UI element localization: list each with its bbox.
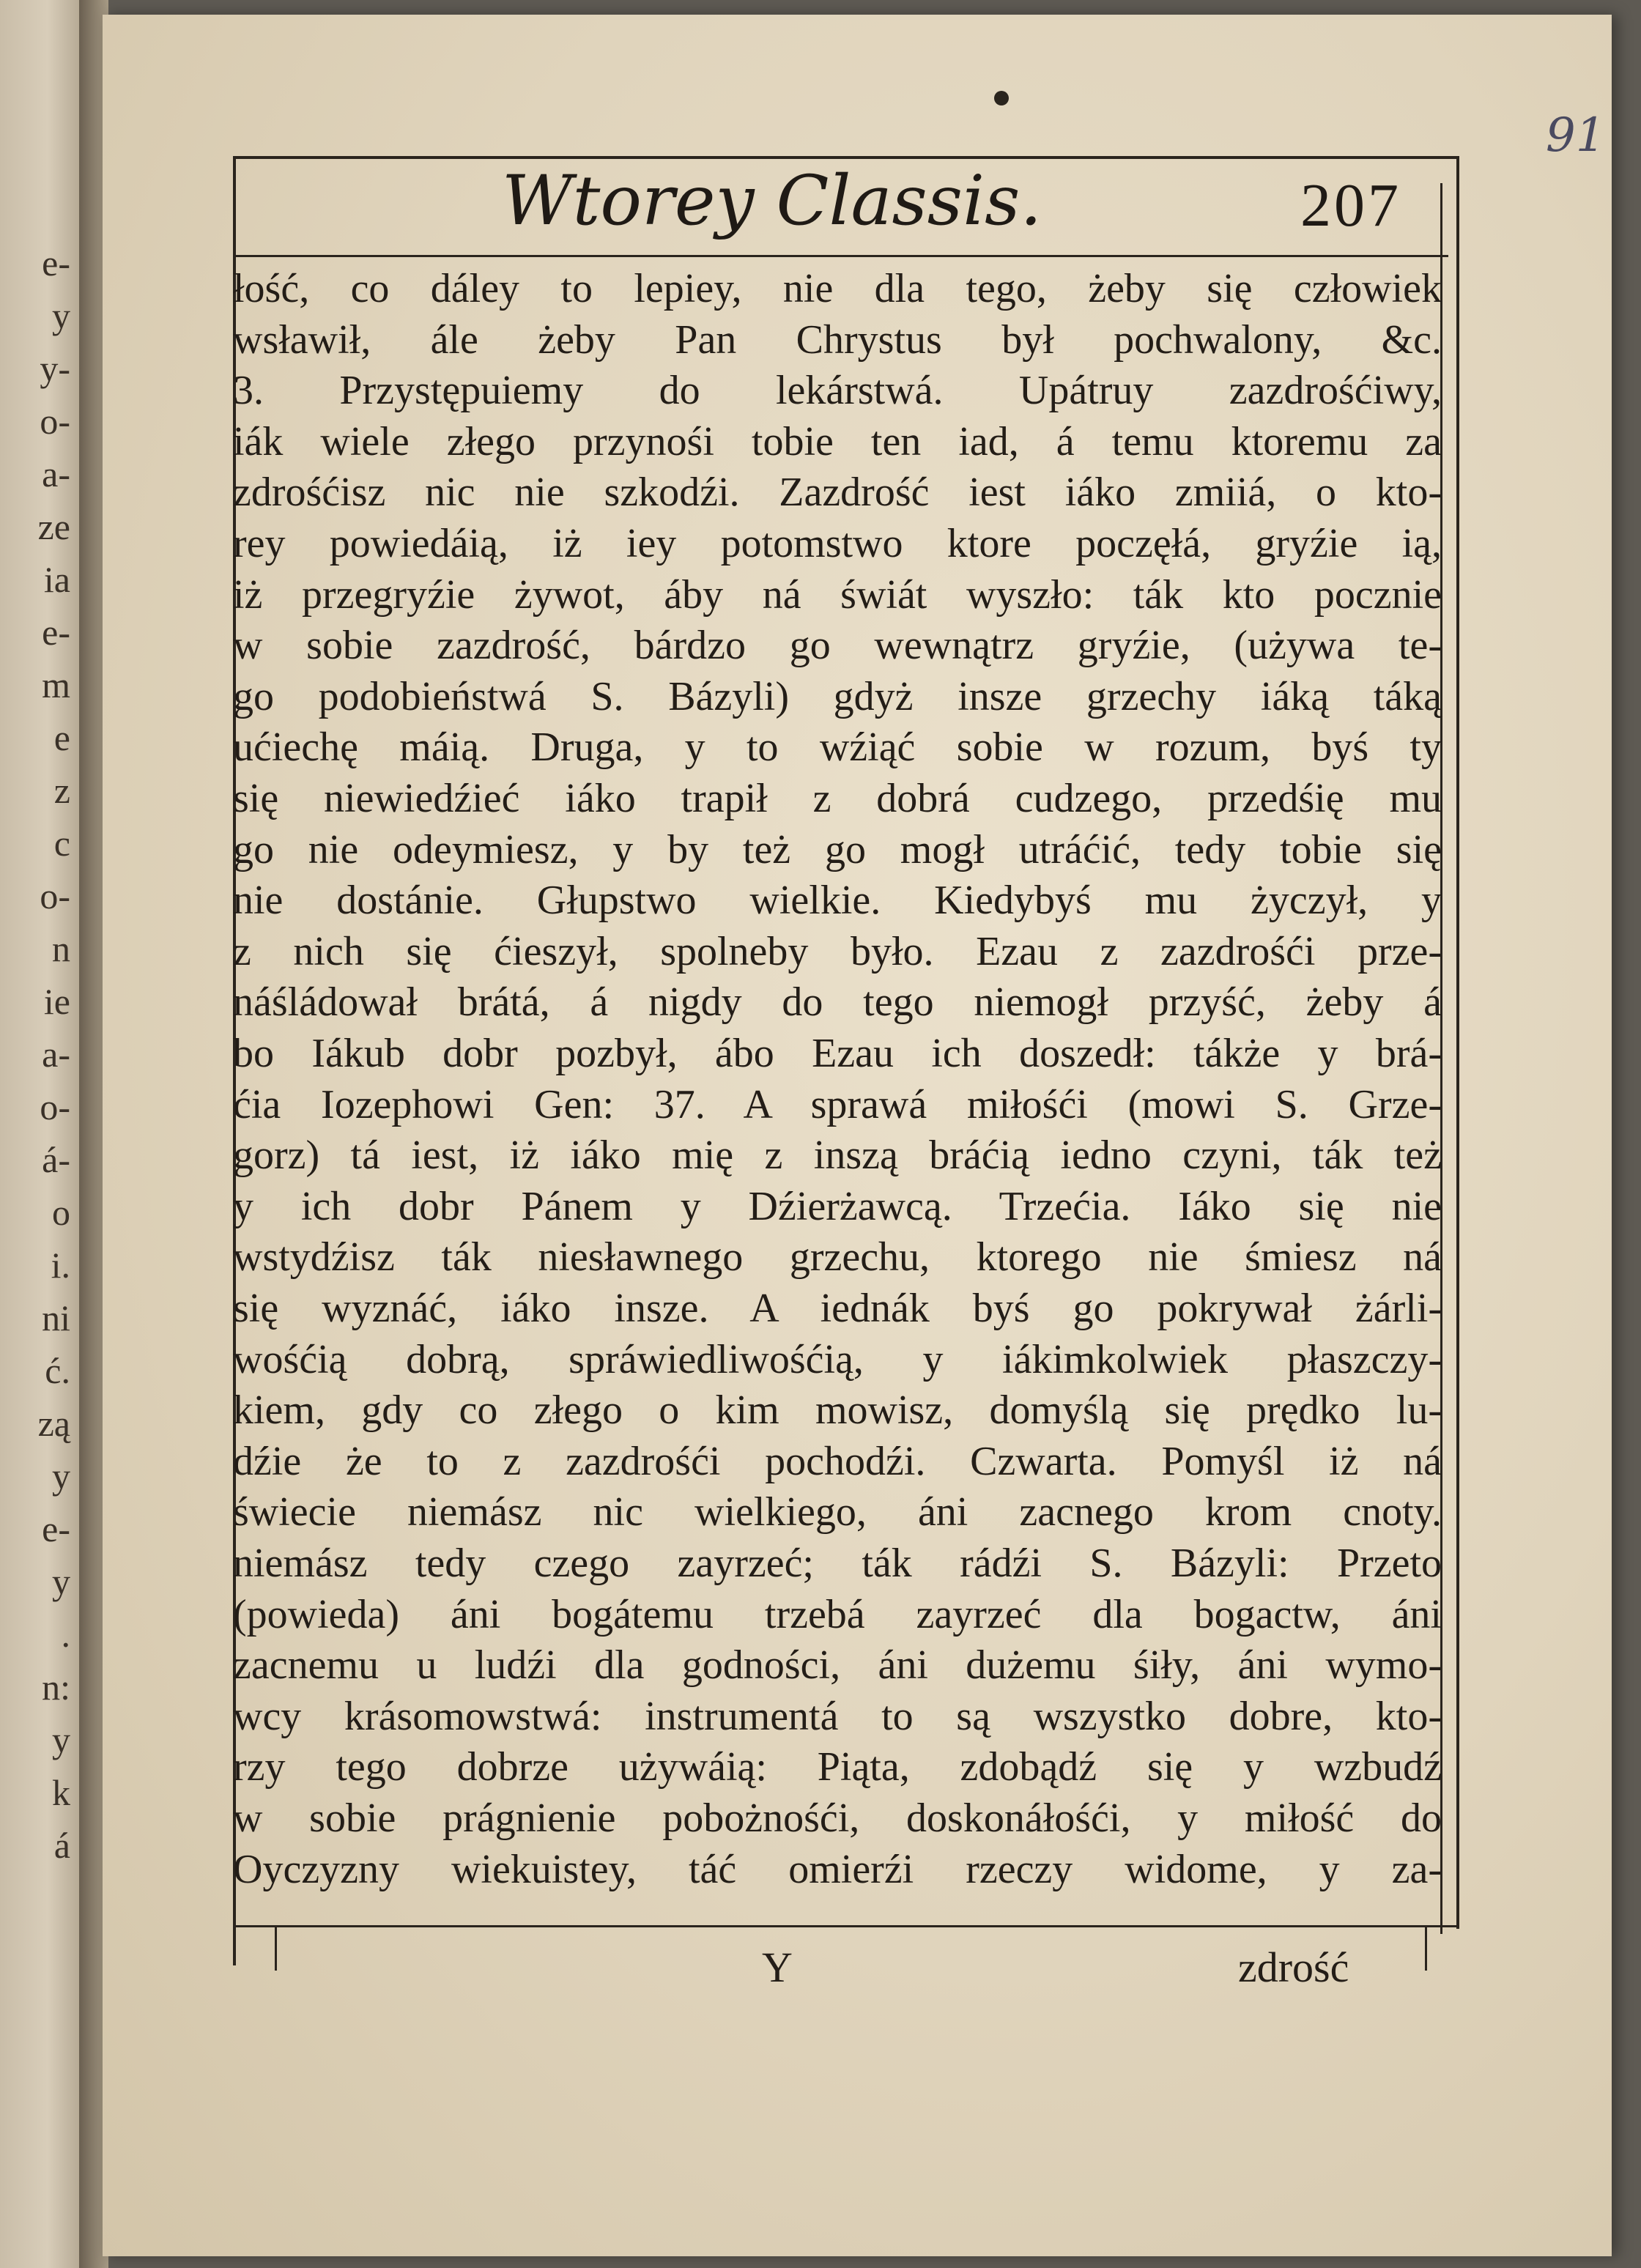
- text-line: z nich się ćieszył, spolneby było. Ezau z zazdrośći prze-: [233, 928, 1442, 974]
- text-line: gorz) tá iest, iż iáko mię z inszą bráćią iedno czyni, ták też: [233, 1133, 1442, 1179]
- text-line: rzy tego dobrze używáią: Piąta, zdobądź się y wzbudź: [233, 1744, 1442, 1790]
- frame-tick-left: [275, 1927, 277, 1971]
- facing-page-fragment: ze: [37, 506, 70, 547]
- text-line: niemász tedy czego zayrzeć; ták rádźi S. Bázyli: Przeto: [233, 1541, 1442, 1586]
- text-line: ućiechę máią. Druga, y to wźiąć sobie w rozum, byś ty: [233, 724, 1442, 771]
- facing-page-fragment: n: [52, 928, 70, 969]
- catchword: zdrość: [1238, 1943, 1349, 1991]
- facing-page-fragment: ie: [43, 981, 70, 1022]
- text-line: (powieda) áni bogátemu trzebá zayrzeć dla bogactw, áni: [233, 1591, 1442, 1637]
- facing-page-fragment: zą: [37, 1403, 70, 1444]
- text-line: w sobie prágnienie pobożnośći, doskonáłośći, y miłość do: [233, 1796, 1442, 1841]
- text-line: ćia Iozephowi Gen: 37. A sprawá miłośći (mowi S. Grze-: [233, 1081, 1442, 1127]
- text-line: 3. Przystępuiemy do lekárstwá. Upátruy zazdrośćiwy,: [233, 368, 1442, 414]
- facing-page-fragment: m: [42, 664, 70, 705]
- text-line: go podobieństwá S. Bázyli) gdyż insze grzechy iáką táką: [233, 673, 1442, 719]
- text-line: rey powiedáią, iż iey potomstwo ktore poczęłá, gryźie ią,: [233, 521, 1442, 566]
- facing-page-edge: [0, 0, 79, 2268]
- facing-page-fragment: o: [52, 1192, 70, 1233]
- facing-page-fragment: á-: [42, 1139, 70, 1180]
- frame-rule-right: [1456, 156, 1459, 1929]
- text-line: bo Iákub dobr pozbył, ábo Ezau ich doszedł: tákże y brá-: [233, 1031, 1442, 1076]
- facing-page-fragment: ia: [43, 559, 70, 600]
- text-line: nie dostánie. Głupstwo wielkie. Kiedybyś mu życzył, y: [233, 878, 1442, 924]
- frame-rule-bottom: [236, 1925, 1459, 1927]
- facing-page-fragment: a-: [42, 1034, 70, 1075]
- running-head-title: Wtorey Classis.: [502, 161, 1042, 241]
- text-line: zdrośćisz nic nie szkodźi. Zazdrość iest iáko zmiiá, o kto-: [233, 470, 1442, 516]
- page-number: 207: [1300, 171, 1401, 240]
- facing-page-fragment: e-: [42, 1508, 70, 1549]
- signature-mark: Y: [762, 1943, 793, 1991]
- facing-page-fragment: a-: [42, 453, 70, 494]
- facing-page-fragment: y: [52, 295, 70, 336]
- facing-page-fragment: .: [61, 1614, 70, 1655]
- text-line: zacnemu u ludźi dla godności, áni dużemu śiły, áni wymo-: [233, 1642, 1442, 1689]
- facing-page-fragment: e-: [42, 612, 70, 653]
- frame-tick-right: [1425, 1927, 1427, 1971]
- text-line: y ich dobr Pánem y Dźierżawcą. Trzećia. Iáko się nie: [233, 1183, 1442, 1229]
- text-line: go nie odeymiesz, y by też go mogł utráćić, tedy tobie się: [233, 826, 1442, 872]
- text-line: náśládował brátá, á nigdy do tego niemogł przyść, żeby á: [233, 979, 1442, 1026]
- text-line: się wyznáć, iáko insze. A iednák byś go pokrywał żárli-: [233, 1286, 1442, 1331]
- facing-page-fragment: o-: [40, 401, 70, 442]
- facing-page-fragment: n:: [42, 1667, 70, 1708]
- text-line: w sobie zazdrość, bárdzo go wewnątrz gryźie, (używa te-: [233, 623, 1442, 669]
- facing-page-fragment: y: [52, 1456, 70, 1497]
- ink-dot: [994, 91, 1009, 105]
- text-line: się niewiedźieć iáko trapił z dobrá cudzego, przedśię mu: [233, 776, 1442, 821]
- text-line: wcy krásomowstwá: instrumentá to są wszystko dobre, kto-: [233, 1693, 1442, 1739]
- facing-page-fragment: á: [53, 1825, 70, 1866]
- text-line: dźie że to z zazdrośći pochodźi. Czwarta. Pomyśl iż ná: [233, 1438, 1442, 1484]
- facing-page-fragment: y-: [40, 348, 70, 389]
- handwritten-folio-number: 91: [1546, 108, 1606, 163]
- header-rule: [236, 255, 1448, 257]
- text-line: wsławił, ále żeby Pan Chrystus był pochwalony, &c.: [233, 316, 1442, 363]
- facing-page-fragment: y: [52, 1561, 70, 1602]
- facing-page-fragment: o-: [40, 1086, 70, 1127]
- facing-page-fragment: ni: [42, 1297, 70, 1338]
- facing-page-fragment: c: [53, 823, 70, 864]
- frame-rule-top: [234, 156, 1458, 159]
- book-page: [103, 15, 1612, 2256]
- facing-page-fragment: ć.: [45, 1350, 70, 1391]
- facing-page-fragment: y: [52, 1719, 70, 1760]
- text-line: wstydźisz ták niesławnego grzechu, ktorego nie śmiesz ná: [233, 1234, 1442, 1281]
- text-line: iák wiele złego przynośi tobie ten iad, á temu ktoremu za: [233, 418, 1442, 464]
- facing-page-fragment: i.: [51, 1245, 70, 1286]
- facing-page-fragment: e: [53, 717, 70, 758]
- text-line: łość, co dáley to lepiey, nie dla tego, żeby się człowiek: [233, 266, 1442, 311]
- text-line: iż przegryźie żywot, áby ná świát wyszło: ták kto pocznie: [233, 571, 1442, 618]
- facing-page-fragment: z: [53, 770, 70, 811]
- facing-page-fragment: k: [52, 1772, 70, 1813]
- text-line: świecie niemász nic wielkiego, áni zacnego krom cnoty.: [233, 1489, 1442, 1535]
- text-line: Oyczyzny wiekuistey, táć omierźi rzeczy widome, y za-: [233, 1846, 1442, 1892]
- text-line: kiem, gdy co złego o kim mowisz, domyślą się prędko lu-: [233, 1387, 1442, 1434]
- facing-page-fragment: o-: [40, 875, 70, 916]
- text-line: wośćią dobrą, spráwiedliwośćią, y iákimkolwiek płaszczy-: [233, 1336, 1442, 1382]
- facing-page-fragment: e-: [42, 242, 70, 284]
